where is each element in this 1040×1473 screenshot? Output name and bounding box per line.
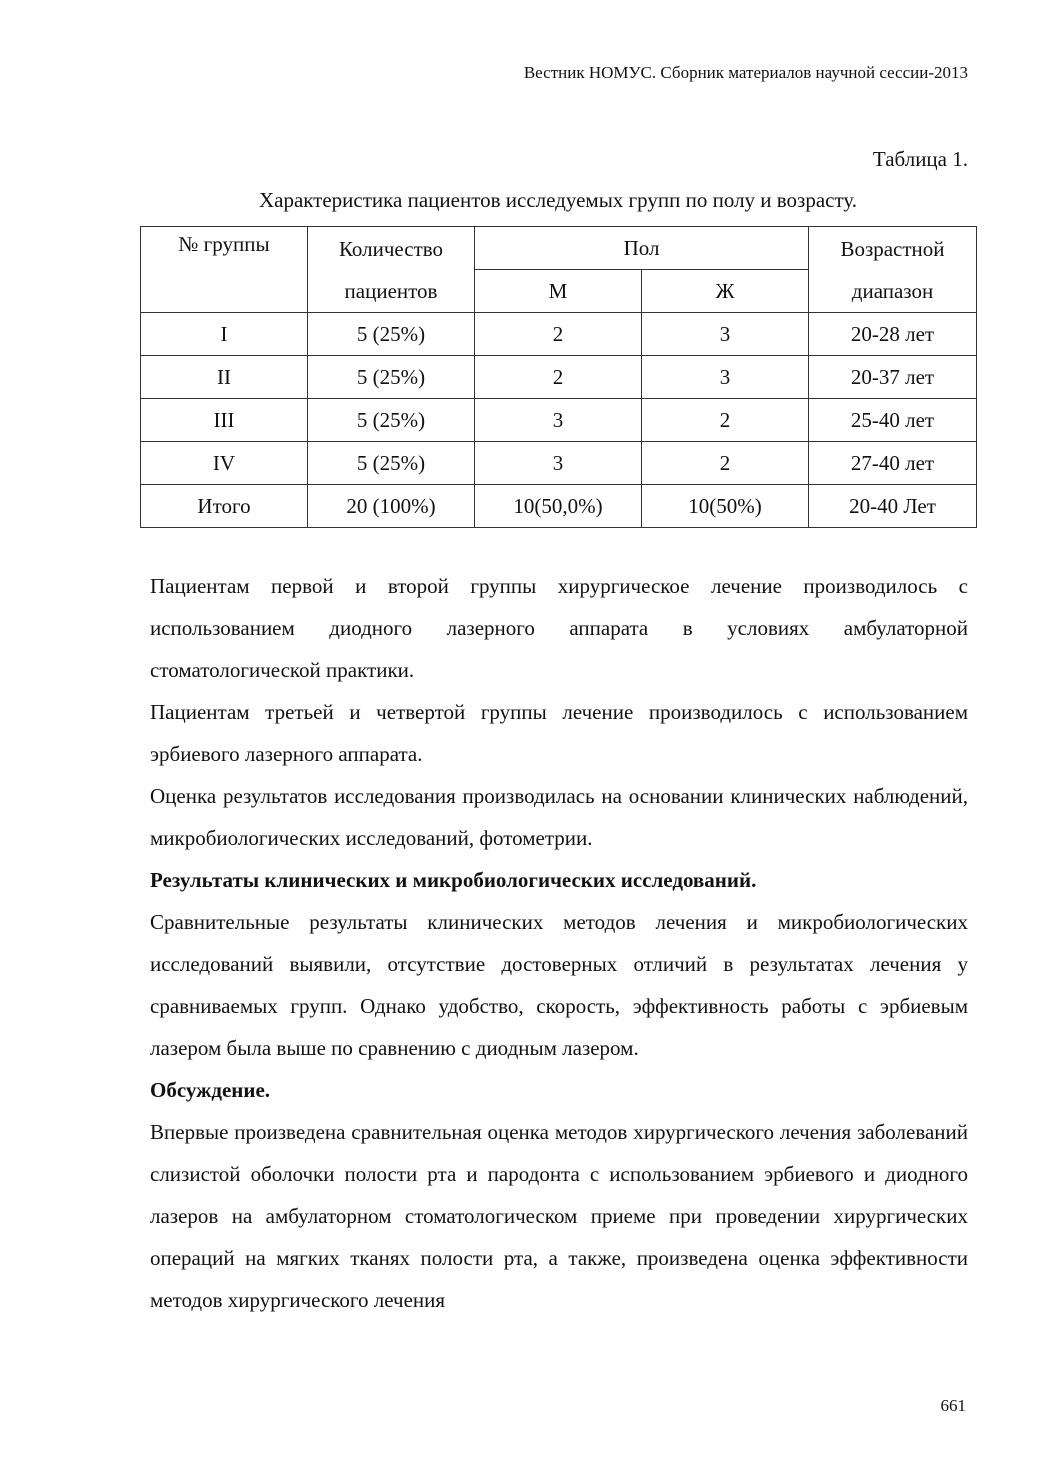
cell-group: IV xyxy=(141,442,308,485)
table-number: Таблица 1. xyxy=(872,147,968,171)
table-row xyxy=(141,356,977,399)
cell-group: I xyxy=(141,313,308,356)
paragraph: Сравнительные результаты клинических методов лечения и микробиологических исследований выявили, отсутствие достоверных отличий в результатах лечения у сравниваемых групп. Однако удобство, скорость, эффективность работы с эрбиевым лазером была выше по сравнению с диодным лазером. xyxy=(150,910,968,1060)
cell-age: 20-28 лет xyxy=(809,313,977,356)
body-text xyxy=(150,565,968,1321)
cell-count: 5 (25%) xyxy=(308,399,475,442)
cell-male: 10(50,0%) xyxy=(475,485,642,528)
cell-male: 2 xyxy=(475,356,642,399)
header-female: Ж xyxy=(642,270,809,313)
header-count-line1: Количество xyxy=(338,236,444,261)
header-age-line1: Возрастной xyxy=(840,236,945,261)
paragraph: Впервые произведена сравнительная оценка методов хирургического лечения заболеваний слизистой оболочки полости рта и пародонта с использованием эрбиевого и диодного лазеров на амбулаторном стоматологическом приеме при проведении хирургических операций на мягких тканях полости рта, а также, произведена оценка эффективности методов хирургического лечения xyxy=(150,1120,968,1312)
cell-age: 20-40 Лет xyxy=(809,485,977,528)
header-age xyxy=(809,227,977,313)
header-sex: Пол xyxy=(475,227,809,270)
cell-male: 3 xyxy=(475,442,642,485)
cell-group: Итого xyxy=(141,485,308,528)
cell-female: 2 xyxy=(642,399,809,442)
cell-count: 5 (25%) xyxy=(308,356,475,399)
table-caption: Характеристика пациентов исследуемых групп по полу и возрасту. xyxy=(258,188,858,212)
running-header: Вестник НОМУС. Сборник материалов научной сессии-2013 xyxy=(523,63,968,82)
page-number: 661 xyxy=(940,1396,966,1415)
cell-count: 20 (100%) xyxy=(308,485,475,528)
table-header-row xyxy=(141,227,977,270)
cell-age: 25-40 лет xyxy=(809,399,977,442)
paragraph: Оценка результатов исследования производилась на основании клинических наблюдений, микробиологических исследований, фотометрии. xyxy=(150,784,968,850)
cell-male: 2 xyxy=(475,313,642,356)
table-total-row xyxy=(141,485,977,528)
cell-group: III xyxy=(141,399,308,442)
cell-age: 27-40 лет xyxy=(809,442,977,485)
table-row xyxy=(141,313,977,356)
cell-female: 3 xyxy=(642,356,809,399)
section-heading-results: Результаты клинических и микробиологических исследований. xyxy=(150,868,757,892)
cell-female: 3 xyxy=(642,313,809,356)
table-row xyxy=(141,442,977,485)
header-count-line2: пациентов xyxy=(344,278,438,303)
header-group: № группы xyxy=(141,227,308,313)
cell-age: 20-37 лет xyxy=(809,356,977,399)
cell-count: 5 (25%) xyxy=(308,442,475,485)
paragraph: Пациентам первой и второй группы хирургическое лечение производилось с использованием диодного лазерного аппарата в условиях амбулаторной стоматологической практики. xyxy=(150,574,968,682)
header-count xyxy=(308,227,475,313)
cell-female: 10(50%) xyxy=(642,485,809,528)
paragraph: Пациентам третьей и четвертой группы лечение производилось с использованием эрбиевого лазерного аппарата. xyxy=(150,700,968,766)
cell-male: 3 xyxy=(475,399,642,442)
table-row xyxy=(141,399,977,442)
header-age-line2: диапазон xyxy=(851,278,934,303)
cell-female: 2 xyxy=(642,442,809,485)
patients-table xyxy=(140,226,977,528)
cell-count: 5 (25%) xyxy=(308,313,475,356)
cell-group: II xyxy=(141,356,308,399)
section-heading-discussion: Обсуждение. xyxy=(150,1078,271,1102)
header-male: М xyxy=(475,270,642,313)
